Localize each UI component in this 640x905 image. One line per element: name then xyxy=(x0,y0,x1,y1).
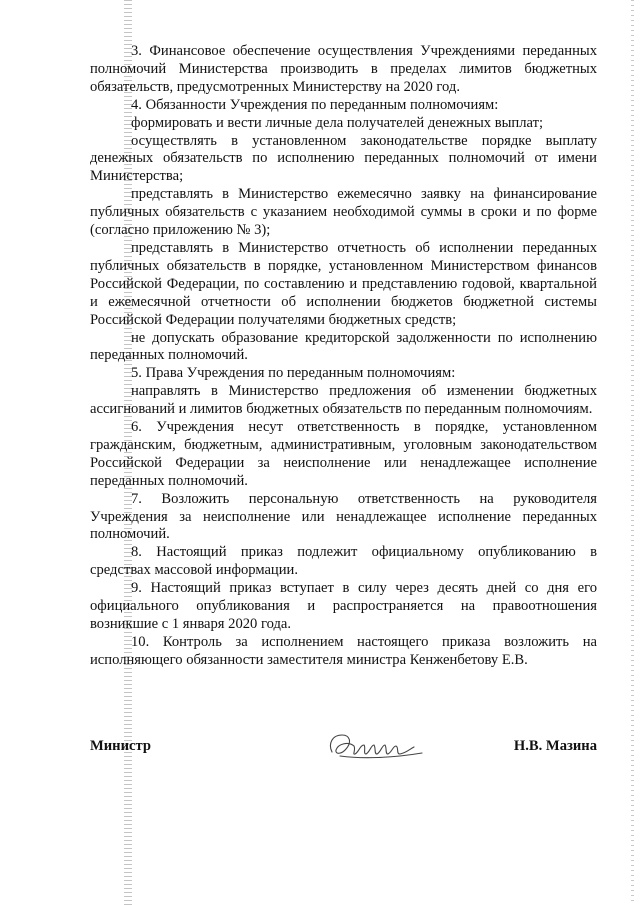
paragraph-5-rights-heading: 5. Права Учреждения по переданным полномочиям: xyxy=(131,365,456,382)
paragraph-4-duty-payments: осуществлять в установленном законодательстве порядке выплату денежных обязательств по исполнению переданных полномочий от имени Министерства; xyxy=(90,132,597,185)
paragraph-4-duty-debt: не допускать образование кредиторской задолженности по исполнению переданных полномочий. xyxy=(90,329,597,364)
paragraph-7-personal-liability: 7. Возложить персональную ответственность на руководителя Учреждения за неисполнение или ненадлежащее исполнение переданных полномочий. xyxy=(90,490,597,543)
paragraph-4-duty-request: представлять в Министерство ежемесячно заявку на финансирование публичных обязательств с указанием необходимой суммы в сроки и по форме (согласно приложению № 3); xyxy=(90,186,597,239)
handwritten-signature xyxy=(322,726,430,764)
paragraph-10-control: 10. Контроль за исполнением настоящего приказа возложить на исполняющего обязанности заместителя министра Кенженбетову Е.В. xyxy=(90,633,597,668)
paragraph-3-financing: 3. Финансовое обеспечение осуществления Учреждениями переданных полномочий Министерства производить в пределах лимитов бюджетных обязательств, предусмотренных Министерству на 2020 год. xyxy=(90,43,597,95)
document-body xyxy=(90,43,597,670)
scan-artifact-right xyxy=(631,0,634,905)
signature-block xyxy=(90,734,597,768)
paragraph-9-effective-date: 9. Настоящий приказ вступает в силу через десять дней со дня его официального опубликования и распространяется на правоотношения возникшие с 1 января 2020 года. xyxy=(90,580,597,632)
signatory-name: Н.В. Мазина xyxy=(513,738,597,754)
signatory-title: Министр xyxy=(90,738,151,754)
paragraph-5-right-proposals: направлять в Министерство предложения об изменении бюджетных ассигнований и лимитов бюджетных обязательств по переданным полномочиям. xyxy=(90,383,597,418)
paragraph-8-publication: 8. Настоящий приказ подлежит официальному опубликованию в средствах массовой информации. xyxy=(90,544,597,579)
paragraph-4-duty-records: формировать и вести личные дела получателей денежных выплат; xyxy=(131,114,544,131)
paragraph-4-duties-heading: 4. Обязанности Учреждения по переданным полномочиям: xyxy=(131,96,499,113)
paragraph-4-duty-reporting: представлять в Министерство отчетность об исполнении переданных публичных обязательств в порядке, установленном Министерством финансов Российской Федерации, по составлению и представлению годовой, квартальной и ежемесячной отчетности об исполнении бюджетов бюджетной системы Российской Федерации получателями бюджетных средств; xyxy=(90,239,597,328)
paragraph-6-liability: 6. Учреждения несут ответственность в порядке, установленном гражданским, бюджетным, административным, уголовным законодательством Российской Федерации за неисполнение или ненадлежащее исполнение переданных полномочий. xyxy=(90,419,597,489)
